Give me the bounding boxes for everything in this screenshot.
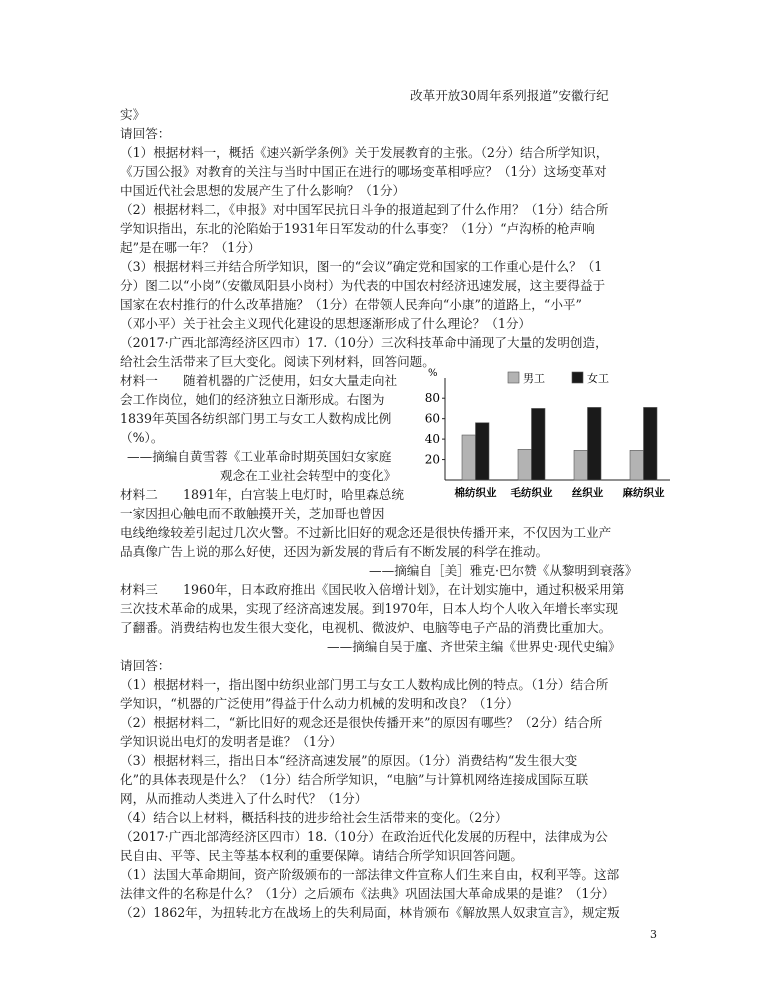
text-line: 请回答： — [120, 658, 171, 673]
text-line: （2）1862年，为扭转北方在战场上的失利局面，林肯颁布《解放黑人奴隶宣言》，规定叛 — [120, 905, 620, 920]
text-line: 会工作岗位，她们的经济独立日渐形成。右图为 — [120, 392, 385, 407]
text-line: ——摘编自黄雪蓉《工业革命时期英国妇女家庭 — [127, 449, 392, 464]
text-line: 材料一 随着机器的广泛使用，妇女大量走向社 — [120, 373, 398, 388]
bar-female — [644, 407, 658, 480]
text-line: 1839年英国各纺织部门男工与女工人数构成比例 — [120, 411, 392, 426]
bar-male — [630, 450, 644, 480]
text-line: 了翻番。消费结构也发生很大变化，电视机、微波炉、电脑等电子产品的消费比重加大。 — [120, 620, 612, 635]
text-line: 化”的具体表现是什么？（1分）结合所学知识，“电脑”与计算机网络连接成国际互联 — [120, 772, 589, 787]
text-line: （3）根据材料三，指出日本“经济高速发展”的原因。（1分）消费结构“发生很大变 — [120, 753, 578, 768]
text-line: （3）根据材料三并结合所学知识，图一的“会议”确定党和国家的工作重心是什么？（1 — [120, 259, 603, 274]
text-line: 材料二 1891年，白宫装上电灯时，哈里森总统 — [120, 487, 404, 502]
text-line: ——摘编自［美］雅克·巴尔赞《从黎明到衰落》 — [369, 563, 638, 578]
text-line: 请回答： — [120, 126, 171, 141]
text-line: 学知识指出，东北的沦陷始于1931年日军发动的什么事变？（1分）“卢沟桥的枪声响 — [120, 221, 595, 236]
x-category-label: 毛纺织业 — [510, 487, 553, 499]
text-line: 民自由、平等、民主等基本权利的重要保障。请结合所学知识回答问题。 — [120, 848, 523, 863]
y-tick-label: 20 — [424, 452, 440, 467]
y-tick-label: 40 — [424, 432, 440, 447]
text-line: 网，从而推动人类进入了什么时代？（1分） — [120, 791, 368, 806]
legend-swatch-male — [508, 372, 519, 383]
text-line: 《万国公报》对教育的关注与当时中国正在进行的哪场变革相呼应？（1分）这场变革对 — [120, 164, 607, 179]
legend-label-female: 女工 — [587, 372, 609, 385]
text-line: ——摘编自吴于廑、齐世荣主编《世界史·现代史编》 — [327, 639, 621, 654]
text-line: 起”是在哪一年？（1分） — [120, 240, 261, 255]
text-line: （2）根据材料二，《申报》对中国军民抗日斗争的报道起到了什么作用？（1分）结合所 — [120, 202, 609, 217]
text-line: 给社会生活带来了巨大变化。阅读下列材料，回答问题。 — [120, 354, 435, 369]
text-line: （2）根据材料二，“新比旧好的观念还是很快传播开来”的原因有哪些？（2分）结合所 — [120, 715, 603, 730]
bar-female — [476, 423, 490, 480]
bar-male — [574, 450, 588, 480]
text-line: 国家在农村推行的什么改革措施？（1分）在带领人民奔向“小康”的道路上，“小平” — [120, 297, 582, 312]
y-axis-unit-label: % — [428, 368, 438, 379]
text-line: 观念在工业社会转型中的变化》 — [220, 468, 397, 483]
text-line: （邓小平）关于社会主义现代化建设的思想逐渐形成了什么理论？（1分） — [120, 316, 532, 331]
text-line: （1）根据材料一，概括《速兴新学条例》关于发展教育的主张。（2分）结合所学知识， — [120, 145, 609, 160]
text-line: 材料三 1960年，日本政府推出《国民收入倍增计划》，在计划实施中，通过积极采用第 — [120, 582, 625, 597]
bar-male — [518, 449, 532, 480]
y-tick-label: 80 — [424, 391, 440, 406]
y-tick-label: 60 — [424, 411, 440, 426]
legend-label-male: 男工 — [523, 372, 545, 385]
text-line: 三次技术革命的成果，实现了经济高速发展。到1970年，日本人均个人收入年增长率实现 — [120, 601, 619, 616]
page-number: 3 — [650, 928, 657, 941]
text-line: 法律文件的名称是什么？（1分）之后颁布《法典》巩固法国大革命成果的是谁？（1分） — [120, 886, 615, 901]
text-line: 改革开放30周年系列报道”安徽行纪 — [410, 88, 609, 103]
text-line: （2017·广西北部湾经济区四市）17.（10分）三次科技革命中涌现了大量的发明创造， — [120, 335, 608, 350]
text-line: 品真像广告上说的那么好使，还因为新发展的背后有不断发展的科学在推动。 — [120, 544, 549, 559]
text-line: （2017·广西北部湾经济区四市）18.（10分）在政治近代化发展的历程中，法律成为公 — [120, 829, 608, 844]
text-line: 一家因担心触电而不敢触摸开关，芝加哥也曾因 — [120, 506, 385, 521]
legend-swatch-female — [572, 372, 583, 383]
x-category-label: 丝织业 — [571, 487, 604, 499]
text-line: （%）。 — [120, 430, 164, 445]
text-line: （1）法国大革命期间，资产阶级颁布的一部法律文件宣称人们生来自由，权利平等。这部 — [120, 867, 620, 882]
text-line: 电线绝缘较差引起过几次火警。不过新比旧好的观念还是很快传播开来，不仅因为工业产 — [120, 525, 612, 540]
bar-male — [462, 435, 476, 480]
text-line: 学知识，“机器的广泛使用”得益于什么动力机械的发明和改良？（1分） — [120, 696, 519, 711]
text-line: 中国近代社会思想的发展产生了什么影响？（1分） — [120, 183, 406, 198]
text-line: （1）根据材料一，指出图中纺织业部门男工与女工人数构成比例的特点。（1分）结合所 — [120, 677, 609, 692]
text-line: 学知识说出电灯的发明者是谁？（1分） — [120, 734, 343, 749]
textile-workers-bar-chart — [420, 368, 675, 503]
text-line: 分）图二以“小岗”（安徽凤阳县小岗村）为代表的中国农村经济迅速发展，这主要得益于 — [120, 278, 606, 293]
text-line: 实》 — [120, 107, 146, 122]
text-line: （4）结合以上材料，概括科技的进步给社会生活带来的变化。（2分） — [120, 810, 508, 825]
bar-female — [588, 407, 602, 480]
x-category-label: 棉纺织业 — [454, 487, 497, 499]
bar-female — [532, 408, 546, 480]
x-category-label: 麻纺织业 — [622, 487, 665, 499]
